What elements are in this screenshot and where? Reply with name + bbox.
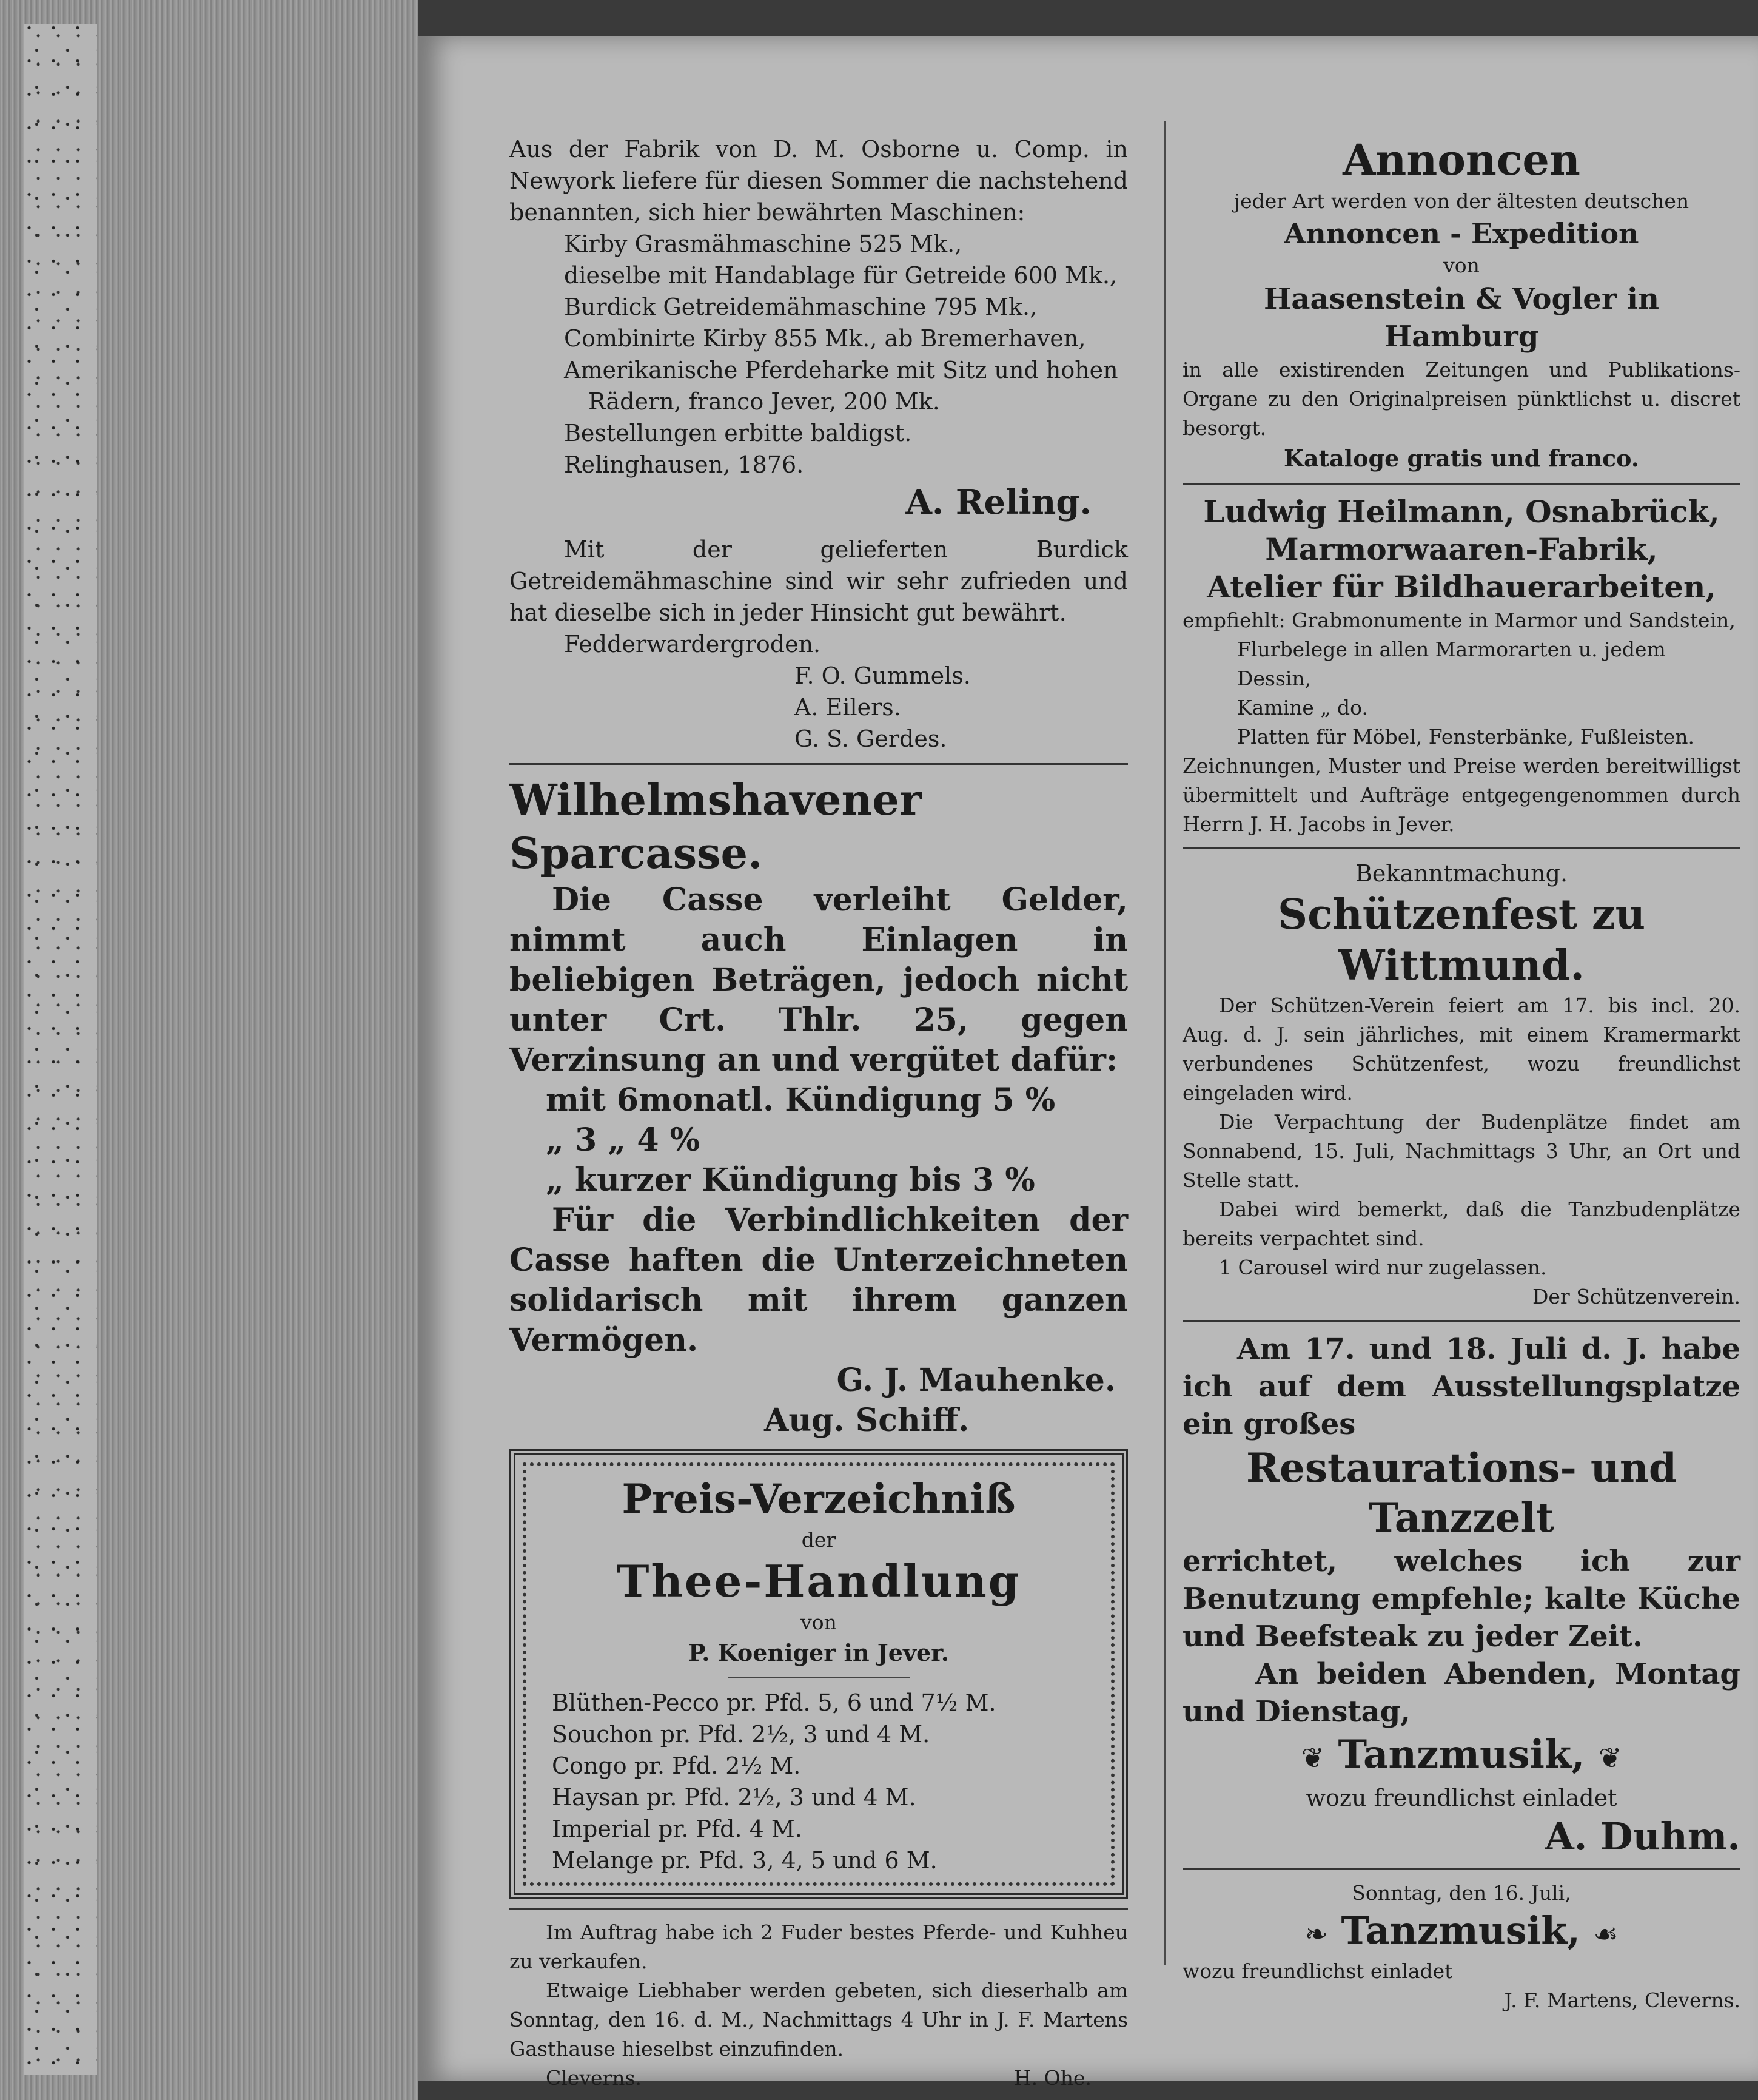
martens-music-label: Tanzmusik,: [1341, 1908, 1580, 1953]
heilmann-text: Platten für Möbel, Fensterbänke, Fußleisten.: [1237, 725, 1695, 749]
duhm-title: Restaurations- und: [1246, 1444, 1677, 1492]
annoncen-text: in alle existirenden Zeitungen und Publikations-Organe zu den Originalpreisen pünktlichst u. discret besorgt.: [1183, 358, 1740, 440]
osborne-advert: [509, 133, 1128, 755]
schuetzenfest-text: 1 Carousel wird nur zugelassen.: [1219, 1256, 1547, 1279]
rate-row: „ 3 „ 4 %: [546, 1122, 700, 1159]
left-column: [509, 133, 1128, 2093]
machine-item: dieselbe mit Handablage für Getreide 600 Mk.,: [564, 262, 1118, 289]
heilmann-text: Flurbelege in allen Marmorarten u. jedem Dessin,: [1237, 638, 1666, 690]
machine-item: Amerikanische Pferdeharke mit Sitz und hohen: [564, 357, 1118, 383]
divider: [1183, 1320, 1740, 1322]
duhm-music: [1183, 1731, 1740, 1782]
annoncen-line: jeder Art werden von der ältesten deutschen: [1233, 189, 1689, 213]
martens-invite: wozu freundlichst einladet: [1183, 1959, 1453, 1983]
orders-note: Bestellungen erbitte baldigst.: [564, 420, 912, 446]
announcement-heading: Bekanntmachung.: [1355, 860, 1568, 887]
sparcasse-title: Wilhelmshavener Sparcasse.: [509, 775, 922, 878]
testimonial-signers: [509, 660, 1128, 755]
machine-item: Kirby Grasmähmaschine 525 Mk.,: [564, 231, 962, 257]
owner-name: P. Koeniger in Jever.: [688, 1639, 949, 1666]
testimonial: Mit der gelieferten Burdick Getreidemähmaschine sind wir sehr zufrieden und hat dieselbe sich in jeder Hinsicht gut bewährt.: [509, 536, 1128, 626]
tea-item: Imperial pr. Pfd. 4 M.: [552, 1816, 802, 1842]
schuetzenfest-text: Der Schützen-Verein feiert am 17. bis incl. 20. Aug. d. J. sein jährliches, mit einem Kramermarkt verbundenes Schützenfest, wozu freundlichst eingeladen wird.: [1183, 994, 1740, 1105]
sparcasse-advert: [509, 773, 1128, 1441]
divider: [1183, 483, 1740, 485]
fuder-footer: [509, 2064, 1128, 2093]
heilmann-text: empfiehlt: Grabmonumente in Marmor und Sandstein,: [1183, 608, 1736, 632]
duhm-text: An beiden Abenden, Montag und Dienstag,: [1183, 1657, 1740, 1729]
heilmann-line: Atelier für Bildhauerarbeiten,: [1207, 569, 1716, 605]
annoncen-advert: [1183, 133, 1740, 474]
reling-signature: A. Reling.: [905, 482, 1092, 522]
divider: [1183, 847, 1740, 849]
tea-item: Congo pr. Pfd. 2½ M.: [552, 1752, 801, 1779]
tea-item: Blüthen-Pecco pr. Pfd. 5, 6 und 7½ M.: [552, 1689, 996, 1716]
signer: A. Eilers.: [794, 694, 901, 721]
column-divider: [1164, 121, 1166, 1965]
von-word: von: [1443, 254, 1480, 277]
schuetzenfest-text: Die Verpachtung der Budenplätze findet am Sonnabend, 15. Juli, Nachmittags 3 Uhr, an Ort und Stelle statt.: [1183, 1110, 1740, 1192]
schuetzenfest-advert: [1183, 858, 1740, 1311]
speckled-edge: [24, 24, 97, 2075]
rate-row: mit 6monatl. Kündigung 5 %: [546, 1082, 1056, 1119]
martens-signature: J. F. Martens, Cleverns.: [1504, 1988, 1740, 2012]
duhm-invite: wozu freundlichst einladet: [1306, 1785, 1617, 1811]
duhm-title: Tanzzelt: [1368, 1494, 1555, 1541]
testimonial-place: Fedderwardergroden.: [564, 631, 821, 658]
duhm-text: Am 17. und 18. Juli d. J. habe ich auf dem Ausstellungsplatze ein großes: [1183, 1332, 1740, 1441]
heilmann-line: Marmorwaaren-Fabrik,: [1265, 531, 1658, 567]
tea-item: Souchon pr. Pfd. 2½, 3 und 4 M.: [552, 1721, 930, 1748]
heilmann-name: Ludwig Heilmann, Osnabrück,: [1203, 494, 1720, 530]
fuder-advert: [509, 1918, 1128, 2093]
short-divider: [728, 1677, 910, 1678]
sparcasse-text: Die Casse verleiht Gelder, nimmt auch Einlagen in beliebigen Beträgen, jedoch nicht unter Crt. Thlr. 25, gegen Verzinsung an und vergütet dafür:: [509, 881, 1128, 1079]
liability-text: Für die Verbindlichkeiten der Casse haften die Unterzeichneten solidarisch mit ihrem ganzen Vermögen.: [509, 1202, 1128, 1359]
osborne-intro: Aus der Fabrik von D. M. Osborne u. Comp. in Newyork liefere für diesen Sommer die nachstehend benannten, sich hier bewährten Maschinen:: [509, 136, 1128, 226]
right-column: [1183, 133, 1740, 2015]
heilmann-advert: [1183, 493, 1740, 839]
machine-list: [509, 228, 1128, 480]
martens-date: Sonntag, den 16. Juli,: [1352, 1881, 1571, 1905]
martens-advert: [1183, 1879, 1740, 2015]
duhm-signature: A. Duhm.: [1545, 1814, 1740, 1859]
heilmann-text: Kamine „ do.: [1237, 696, 1368, 719]
book-page-edges: [0, 0, 418, 2100]
machine-item: Burdick Getreidemähmaschine 795 Mk.,: [564, 294, 1038, 320]
fuder-text: Etwaige Liebhaber werden gebeten, sich dieserhalb am Sonntag, den 16. d. M., Nachmittags 4 Uhr in J. F. Martens Gasthause hieselbst einzufinden.: [509, 1979, 1128, 2061]
interest-rates: [509, 1080, 1128, 1200]
signer: F. O. Gummels.: [794, 662, 971, 689]
fuder-text: Im Auftrag habe ich 2 Fuder bestes Pferde- und Kuhheu zu verkaufen.: [509, 1920, 1128, 1973]
annoncen-expedition: Annoncen - Expedition: [1284, 217, 1639, 250]
duhm-advert: [1183, 1330, 1740, 1860]
schuetzenfest-text: Dabei wird bemerkt, daß die Tanzbudenplätze bereits verpachtet sind.: [1183, 1197, 1740, 1250]
signer: G. J. Mauhenke.: [836, 1362, 1116, 1399]
schuetzenfest-signature: Der Schützenverein.: [1532, 1285, 1740, 1308]
fuder-place: Cleverns.: [546, 2066, 642, 2090]
firm-name: Haasenstein & Vogler in Hamburg: [1264, 282, 1659, 354]
heilmann-text: Zeichnungen, Muster und Preise werden bereitwilligst übermittelt und Aufträge entgegengenommen durch Herrn J. H. Jacobs in Jever.: [1183, 754, 1740, 836]
catalog-note: Kataloge gratis und franco.: [1283, 445, 1640, 472]
machine-item: Combinirte Kirby 855 Mk., ab Bremerhaven,: [564, 325, 1086, 352]
shop-name: Thee-Handlung: [616, 1555, 1021, 1607]
tea-item: Melange pr. Pfd. 3, 4, 5 und 6 M.: [552, 1847, 938, 1874]
divider: [509, 1908, 1128, 1910]
martens-music: [1183, 1908, 1740, 1957]
divider: [509, 763, 1128, 765]
duhm-text: errichtet, welches ich zur Benutzung empfehle; kalte Küche und Beefsteak zu jeder Zeit.: [1183, 1544, 1740, 1654]
signer: G. S. Gerdes.: [794, 725, 947, 752]
von-word: von: [800, 1610, 837, 1634]
der-word: der: [801, 1528, 836, 1552]
thee-price-list-advert: [509, 1449, 1128, 1899]
price-list-title: Preis-Verzeichniß: [622, 1475, 1016, 1523]
rate-row: „ kurzer Kündigung bis 3 %: [546, 1162, 1035, 1199]
machine-item: Rädern, franco Jever, 200 Mk.: [588, 388, 940, 415]
divider: [1183, 1868, 1740, 1870]
flourish-left-icon: ❦: [1301, 1742, 1325, 1774]
signer: Aug. Schiff.: [764, 1402, 970, 1439]
tea-item: Haysan pr. Pfd. 2½, 3 und 4 M.: [552, 1784, 916, 1811]
annoncen-title: Annoncen: [1343, 135, 1580, 185]
flourish-right-icon: ☙: [1593, 1917, 1619, 1950]
place-date: Relinghausen, 1876.: [564, 451, 804, 478]
duhm-music-label: Tanzmusik,: [1338, 1732, 1585, 1777]
flourish-left-icon: ❧: [1304, 1917, 1328, 1950]
fuder-signature: H. Ohe.: [1013, 2066, 1092, 2090]
flourish-right-icon: ❦: [1598, 1742, 1622, 1774]
schuetzenfest-title: Schützenfest zu Wittmund.: [1277, 890, 1646, 990]
